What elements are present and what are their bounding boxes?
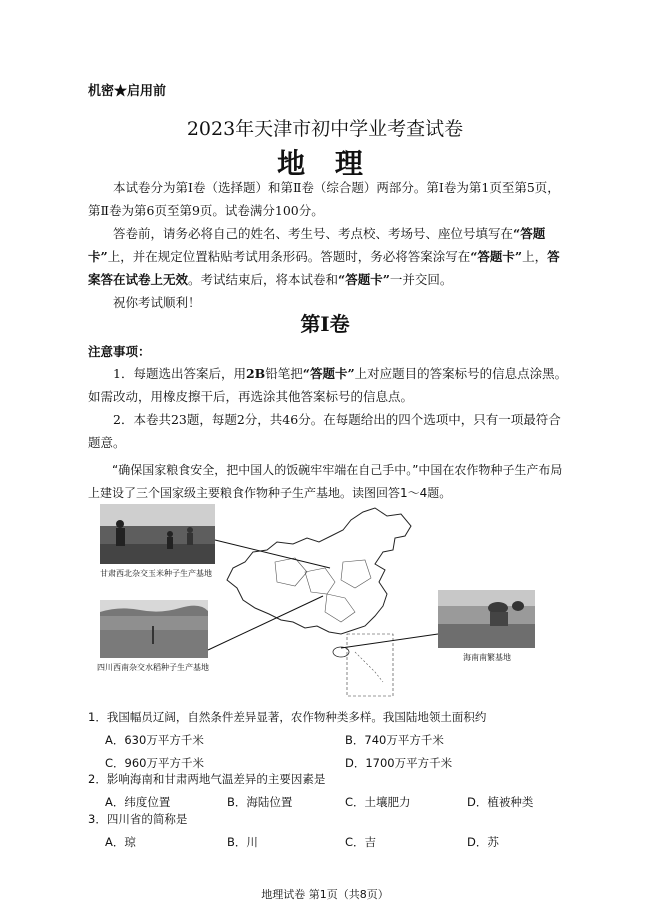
answer-card-term: “答题卡”: [470, 249, 523, 264]
sichuan-connector: [208, 596, 323, 650]
volume-title: 第Ⅰ卷: [300, 312, 350, 336]
question-1-options-row1: [105, 732, 565, 748]
exam-title: 2023年天津市初中学业考查试卷: [186, 118, 464, 140]
instructions: [88, 176, 568, 314]
text-span: 铅笔把: [265, 366, 303, 381]
option-a[interactable]: A．纬度位置: [105, 795, 171, 809]
text-span: 。考试结束后，将本试卷和: [188, 272, 339, 287]
option-a[interactable]: A．琼: [105, 835, 136, 849]
subject-title: 地 理: [277, 147, 373, 180]
text-span: 1．每题选出答案后，用: [113, 366, 246, 381]
option-c[interactable]: C．960万平方千米: [105, 756, 204, 770]
good-luck-text: 祝你考试顺利！: [113, 295, 201, 310]
question-3-options: [105, 834, 565, 850]
question-intro: [88, 459, 573, 505]
notice-heading: 注意事项：: [88, 344, 151, 359]
hainan-connector: [341, 634, 438, 648]
option-b[interactable]: B．海陆位置: [227, 795, 293, 809]
seed-base-figure: [95, 500, 535, 700]
notice-item-1: [88, 362, 568, 408]
text-span: 上，并在规定位置粘贴考试用条形码。答题时，务必将答案涂写在: [107, 249, 471, 264]
option-c[interactable]: C．土壤肥力: [345, 795, 411, 809]
answer-card-term: “答题卡”: [302, 366, 355, 381]
confidential-label: 机密★启用前: [88, 84, 167, 99]
gansu-connector: [215, 540, 330, 568]
option-d[interactable]: D．苏: [467, 835, 499, 849]
text-span: 上，: [522, 249, 548, 264]
text-span: 一并交回。: [389, 272, 453, 287]
hainan-field-photo: [438, 590, 535, 648]
gansu-caption: 甘肃西北杂交玉米种子生产基地: [100, 569, 212, 578]
pencil-type: 2B: [245, 366, 266, 381]
option-b[interactable]: B．740万平方千米: [345, 733, 444, 747]
notice-body: [88, 362, 568, 454]
question-1-stem: 1．我国幅员辽阔，自然条件差异显著，农作物种类多样。我国陆地领土面积约: [88, 710, 487, 724]
invalid-warning: 答案答在试卷上无效: [88, 249, 560, 287]
question-2-stem: 2．影响海南和甘肃两地气温差异的主要因素是: [88, 772, 326, 786]
option-d[interactable]: D．1700万平方千米: [345, 756, 453, 770]
option-d[interactable]: D．植被种类: [467, 795, 534, 809]
intro-text: “确保国家粮食安全，把中国人的饭碗牢牢端在自己手中。”中国在农作物种子生产布局上建设了三个国家级主要粮食作物种子生产基地。读图回答1～4题。: [88, 463, 563, 500]
page-footer: 地理试卷 第1页（共8页）: [261, 888, 389, 901]
notice-item-2: 2．本卷共23题，每题2分，共46分。在每题给出的四个选项中，只有一项最符合题意。: [88, 412, 561, 450]
planting-image: [438, 590, 535, 648]
text-span: 上对应题目的答案标号的信息点涂黑。如需改动，用橡皮擦干后，再选涂其他答案标号的信息点。: [88, 366, 568, 404]
question-3-stem: 3．四川省的简称是: [88, 812, 188, 826]
answer-card-term: “答题卡”: [88, 226, 546, 264]
sichuan-caption: 四川西南杂交水稻种子生产基地: [97, 663, 209, 672]
instruction-paragraph-2: [88, 222, 568, 291]
option-b[interactable]: B．川: [227, 835, 258, 849]
option-a[interactable]: A．630万平方千米: [105, 733, 204, 747]
option-c[interactable]: C．吉: [345, 835, 377, 849]
answer-card-term: “答题卡”: [338, 272, 390, 287]
hainan-caption: 海南南繁基地: [463, 653, 511, 662]
text-span: 答卷前，请务必将自己的姓名、考生号、考点校、考场号、座位号填写在: [113, 226, 514, 241]
instruction-paragraph-1: 本试卷分为第Ⅰ卷（选择题）和第Ⅱ卷（综合题）两部分。第Ⅰ卷为第1页至第5页，第Ⅱ卷为第6页至第9页。试卷满分100分。: [88, 180, 560, 218]
